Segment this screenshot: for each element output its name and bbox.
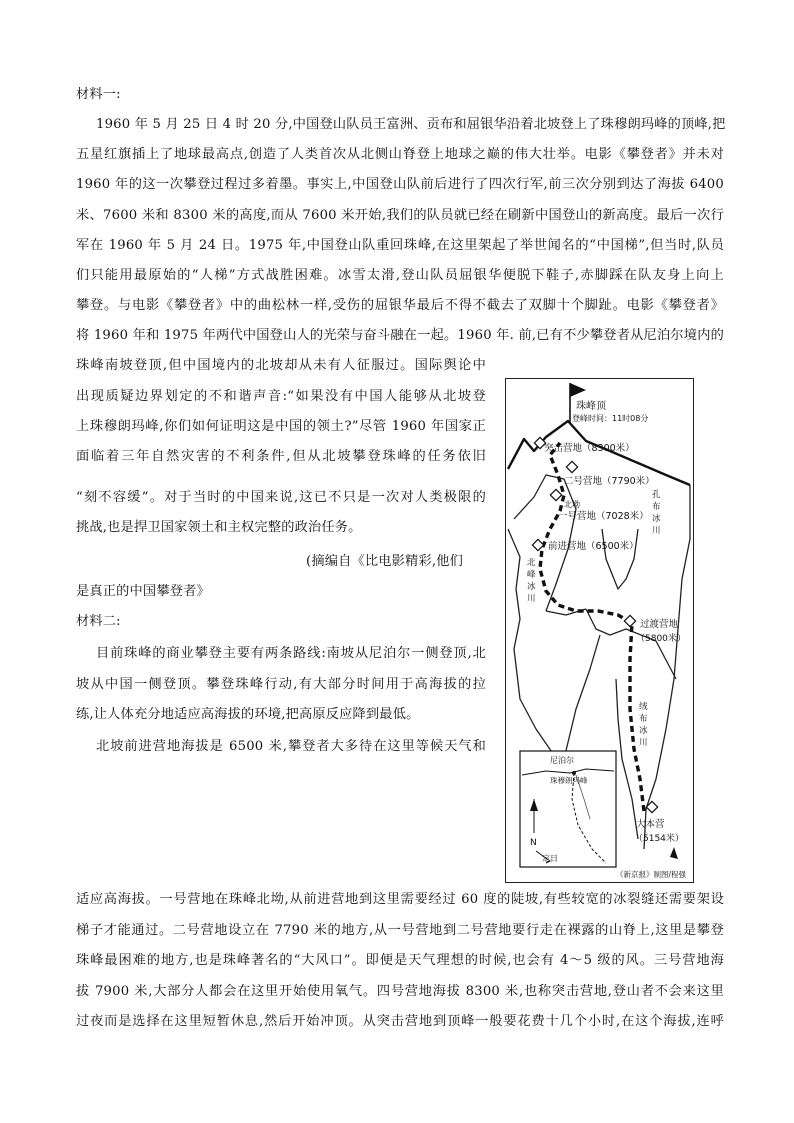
material1-source-line-2: 是真正的中国攀登者》 <box>76 584 210 599</box>
camp1-marker <box>550 489 561 500</box>
material1-line-3: 1960 年的这一次攀登过程过多着墨。事实上,中国登山队前后进行了四次行军,前三次分别到达了海拔 6400 <box>76 177 724 192</box>
north-peak-glacier-label-4: 川 <box>527 594 536 604</box>
inset-peak-label: 珠穆朗玛峰 <box>550 776 588 785</box>
material1-line-1: 1960 年 5 月 25 日 4 时 20 分,中国登山队员王富洲、贡布和屈银华沿着北坡登上了珠穆朗玛峰的顶峰,把 <box>96 117 726 132</box>
camp1-label: 一号营地（7028米） <box>558 511 649 522</box>
camp2-marker <box>566 461 577 472</box>
north-peak-glacier-label-1: 北 <box>527 558 536 568</box>
material1-line-4: 米、7600 米和 8300 米的高度,而从 7600 米开始,我们的队员就已经在刷新中国登山的新高度。最后一次行 <box>76 208 724 223</box>
camp-forward-label: 前进营地（6500米） <box>548 541 639 552</box>
material1-narrow-line-3: 上珠穆朗玛峰,你们如何证明这是中国的领土?”尽管 1960 年国家正 <box>76 419 486 434</box>
camp-forward-marker <box>532 539 543 550</box>
kangbu-glacier-label-4: 川 <box>652 526 661 536</box>
camp-transit-alt-label: （5800米） <box>636 634 686 644</box>
camp-transit-marker <box>624 615 635 626</box>
material2-line-5: 过夜而是选择在这里短暂休息,然后开始冲顶。从突击营地到顶峰一般要花费十几个小时,在这个海拔,连呼 <box>76 1014 724 1029</box>
material2-line-4: 拔 7900 米,大部分人都会在这里开始使用氧气。四号营地海拔 8300 米,也称突击营地,登山者不会来这里 <box>76 984 724 999</box>
rongbuk-glacier-label-4: 川 <box>639 738 648 748</box>
base-camp-label: 大本营 <box>636 819 665 830</box>
camp2-label: 二号营地（7790米） <box>564 476 655 487</box>
kangbu-glacier-label-1: 孔 <box>652 490 661 500</box>
inset-north-label: N <box>530 838 537 848</box>
north-peak-glacier-label-2: 峰 <box>527 570 536 580</box>
kangbu-glacier-label-3: 冰 <box>652 514 661 524</box>
material2-line-2: 梯子才能通过。二号营地设立在 7790 米的地方,从一号营地到二号营地要行走在裸露的山脊上,这里是攀登 <box>76 923 724 938</box>
material1-line-5: 军在 1960 年 5 月 24 日。1975 年,中国登山队重回珠峰,在这里架起了举世闻名的“中国梯”,但当时,队员 <box>76 238 724 253</box>
rongbuk-glacier-label-1: 绒 <box>639 702 648 712</box>
camp-transit-label: 过渡营地 <box>640 619 679 630</box>
route-map-svg <box>506 379 693 882</box>
pointer-arrow-icon <box>670 847 678 859</box>
inset-nepal-label: 尼泊尔 <box>550 756 574 765</box>
north-col-label: 北坳 <box>564 500 580 509</box>
summit-label: 珠峰顶 <box>576 401 606 412</box>
rongbuk-glacier-label-3: 冰 <box>639 726 648 736</box>
inset-dingri-label: 定日 <box>542 854 558 863</box>
material2-narrow-line-4: 北坡前进营地海拔是 6500 米,攀登者大多待在这里等候天气和 <box>96 739 486 754</box>
inset-map <box>520 751 616 867</box>
material1-line-6: 们只能用最原始的“人梯”方式战胜困难。冰雪太滑,登山队员屈银华便脱下鞋子,赤脚踩在队友身上向上 <box>76 268 724 283</box>
kangbu-glacier-label-2: 布 <box>652 502 661 512</box>
material2-line-3: 珠峰最困难的地方,也是珠峰著名的“大风口”。即便是天气理想的时候,也会有 4～5 级的风。三号营地海 <box>76 953 724 968</box>
material1-heading: 材料一: <box>76 87 121 102</box>
material1-line-8: 将 1960 年和 1975 年两代中国登山人的光荣与奋斗融在一起。1960 年. 前,已有不少攀登者从尼泊尔境内的 <box>76 328 724 343</box>
base-camp-alt-label: （5154米） <box>634 834 684 844</box>
material1-line-7: 攀登。与电影《攀登者》中的曲松林一样,受伤的屈银华最后不得不截去了双脚十个脚趾。电影《攀登者》 <box>76 298 724 313</box>
material1-narrow-line-5: “刻不容缓”。对于当时的中国来说,这已不只是一次对人类极限的 <box>76 490 486 505</box>
material2-narrow-line-3: 练,让人体充分地适应高海拔的环境,把高原反应降到最低。 <box>76 707 420 722</box>
material1-narrow-line-2: 出现质疑边界划定的不和谐声音:“如果没有中国人能够从北坡登 <box>76 389 486 404</box>
material2-narrow-line-1: 目前珠峰的商业攀登主要有两条路线:南坡从尼泊尔一侧登顶,北 <box>96 646 486 661</box>
material1-narrow-line-6: 挑战,也是捍卫国家领土和主权完整的政治任务。 <box>76 520 362 535</box>
summit-time-label: 登峰时间：11时08分 <box>572 414 649 423</box>
material2-line-1: 适应高海拔。一号营地在珠峰北坳,从前进营地到这里需要经过 60 度的陡坡,有些较宽的冰裂缝还需要架设 <box>76 892 724 907</box>
material1-narrow-line-1: 珠峰南坡登顶,但中国境内的北坡却从未有人征服过。国际舆论中 <box>76 358 486 373</box>
material2-heading: 材料二: <box>76 614 121 629</box>
material2-narrow-line-2: 坡从中国一侧登顶。攀登珠峰行动,有大部分时间用于高海拔的拉 <box>76 677 486 692</box>
north-peak-glacier-label-3: 冰 <box>527 582 536 592</box>
map-credit: 《新京报》制图/程强 <box>616 870 687 879</box>
route-map <box>505 378 694 883</box>
material1-narrow-line-4: 面临着三年自然灾害的不利条件,但从北坡攀登珠峰的任务依旧 <box>76 449 486 464</box>
material1-line-2: 五星红旗插上了地球最高点,创造了人类首次从北侧山脊登上地球之巅的伟大壮举。电影《攀登者》并未对 <box>76 147 724 162</box>
inset-peak-marker <box>572 771 576 775</box>
rongbuk-glacier-label-2: 布 <box>639 714 648 724</box>
camp-assault-label: 突击营地（8300米） <box>544 443 635 454</box>
material1-source-line-1: (摘编自《比电影精彩,他们 <box>306 554 463 569</box>
